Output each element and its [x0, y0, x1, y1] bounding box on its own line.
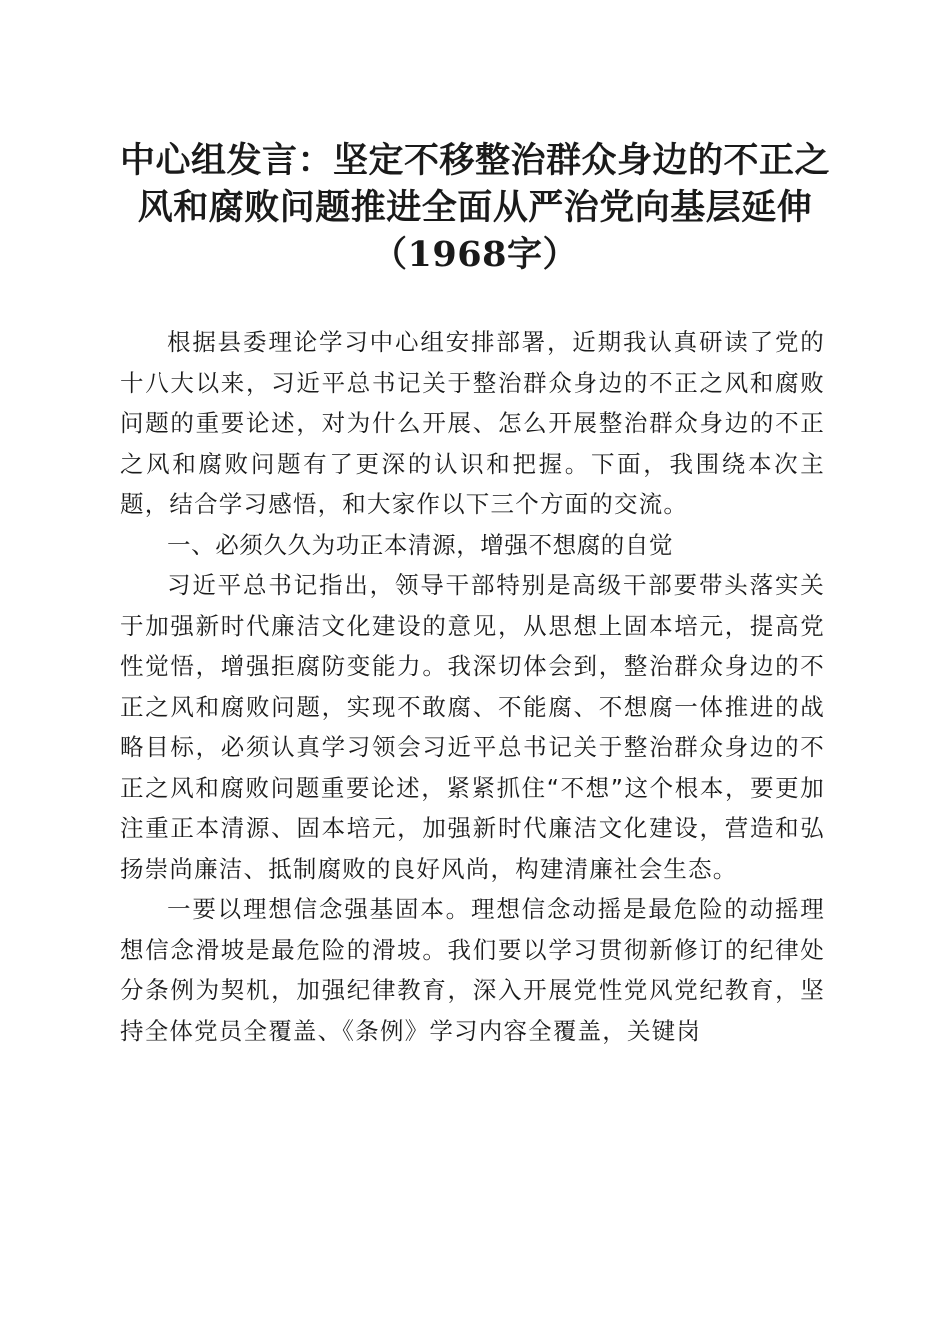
- title-line-2: 风和腐败问题推进全面从严治党向基层延伸: [137, 187, 813, 228]
- paragraph-point-1: 一要以理想信念强基固本。理想信念动摇是最危险的动摇理想信念滑坡是最危险的滑坡。我们要以学习贯彻新修订的纪律处分条例为契机，加强纪律教育，深入开展党性党风党纪教育，坚持全体党员全覆盖、《条例》学习内容全覆盖，关键岗: [120, 895, 825, 1045]
- paragraph-section-1: 习近平总书记指出，领导干部特别是高级干部要带头落实关于加强新时代廉洁文化建设的意见，从思想上固本培元，提高党性觉悟，增强拒腐防变能力。我深切体会到，整治群众身边的不正之风和腐败问题，实现不敢腐、不能腐、不想腐一体推进的战略目标，必须认真学习领会习近平总书记关于整治群众身边的不正之风和腐败问题重要论述，紧紧抓住“不想”这个根本，要更加注重正本清源、固本培元，加强新时代廉洁文化建设，营造和弘扬崇尚廉洁、抵制腐败的良好风尚，构建清廉社会生态。: [120, 571, 825, 883]
- paragraph-intro: 根据县委理论学习中心组安排部署，近期我认真研读了党的十八大以来，习近平总书记关于整治群众身边的不正之风和腐败问题的重要论述，对为什么开展、怎么开展整治群众身边的不正之风和腐败问题有了更深的认识和把握。下面，我围绕本次主题，结合学习感悟，和大家作以下三个方面的交流。: [120, 328, 825, 518]
- title-word-count: （1968字）: [372, 234, 578, 275]
- title-line-1: 中心组发言：坚定不移整治群众身边的不正之: [119, 140, 830, 181]
- document-title: [100, 137, 850, 278]
- section-heading-1: 一、必须久久为功正本清源，增强不想腐的自觉: [167, 530, 674, 559]
- document-body: [120, 322, 825, 1051]
